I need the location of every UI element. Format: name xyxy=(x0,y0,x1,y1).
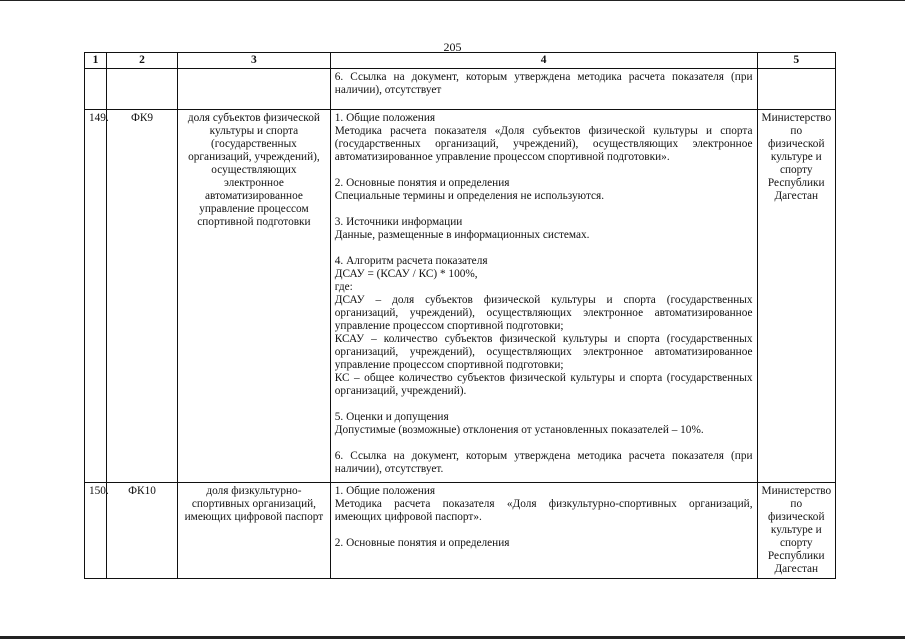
definition-ks: КС – общее количество субъектов физической культуры и спорта (государственных организаций, учреждений). xyxy=(334,372,753,397)
section-title: 3. Источники информации xyxy=(334,216,463,228)
row-number: 149. xyxy=(85,110,107,483)
indicator-name: доля субъектов физической культуры и спорта (государственных организаций, учреждений), осуществляющих электронное автоматизированное управление процессом спортивной подготовки xyxy=(178,110,331,483)
section-title: 1. Общие положения xyxy=(334,112,436,124)
column-header-2: 2 xyxy=(106,53,177,69)
indicator-code: ФК9 xyxy=(106,110,177,483)
indicator-table xyxy=(84,52,836,579)
responsible-ministry: Министерство по физической культуре и спорту Республики Дагестан xyxy=(757,483,835,579)
indicator-code: ФК10 xyxy=(106,483,177,579)
page-number: 205 xyxy=(443,40,462,54)
continuation-row xyxy=(85,69,836,110)
section-title: 2. Основные понятия и определения xyxy=(334,537,510,549)
empty-cell xyxy=(178,69,331,110)
section-text: Методика расчета показателя «Доля физкультурно-спортивных организаций, имеющих цифровой паспорт». xyxy=(334,498,753,523)
row-number: 150. xyxy=(85,483,107,579)
formula: ДСАУ = (КСАУ / КС) * 100%, xyxy=(334,268,478,280)
definition-dsau: ДСАУ – доля субъектов физической культуры и спорта (государственных организаций, учреждений), осуществляющих электронное автоматизированное управление процессом спортивной подготовки; xyxy=(334,294,753,332)
section-text: где: xyxy=(334,281,353,293)
methodology-cell xyxy=(330,483,757,579)
empty-cell xyxy=(757,69,835,110)
continuation-text xyxy=(330,69,757,110)
table-row xyxy=(85,483,836,579)
responsible-ministry: Министерство по физической культуре и спорту Республики Дагестан xyxy=(757,110,835,483)
column-header-1: 1 xyxy=(85,53,107,69)
column-header-5: 5 xyxy=(757,53,835,69)
scan-border-top xyxy=(0,0,905,1)
section-title: 5. Оценки и допущения xyxy=(334,411,449,423)
empty-cell xyxy=(106,69,177,110)
column-header-3: 3 xyxy=(178,53,331,69)
continuation-paragraph: 6. Ссылка на документ, которым утверждена методика расчета показателя (при наличии), отсутствует xyxy=(334,71,753,96)
scan-border-bottom xyxy=(0,636,905,639)
section-title: 6. Ссылка на документ, которым утверждена методика расчета показателя (при наличии), отсутствует. xyxy=(334,450,753,475)
section-title: 2. Основные понятия и определения xyxy=(334,177,510,189)
section-title: 1. Общие положения xyxy=(334,485,436,497)
methodology-cell xyxy=(330,110,757,483)
section-text: Специальные термины и определения не используются. xyxy=(334,190,605,202)
section-title: 4. Алгоритм расчета показателя xyxy=(334,255,488,267)
indicator-name: доля физкультурно-спортивных организаций, имеющих цифровой паспорт xyxy=(178,483,331,579)
table-row xyxy=(85,110,836,483)
section-text: Методика расчета показателя «Доля субъектов физической культуры и спорта (государственных организаций, учреждений), осуществляющих электронное автоматизированное управление процессом спортивной подготовки». xyxy=(334,125,753,163)
section-text: Допустимые (возможные) отклонения от установленных показателей – 10%. xyxy=(334,424,704,436)
column-header-4: 4 xyxy=(330,53,757,69)
definition-ksau: КСАУ – количество субъектов физической культуры и спорта (государственных организаций, учреждений), осуществляющих электронное автоматизированное управление процессом спортивной подготовки; xyxy=(334,333,753,371)
section-text: Данные, размещенные в информационных системах. xyxy=(334,229,590,241)
table-header-row xyxy=(85,53,836,69)
empty-cell xyxy=(85,69,107,110)
